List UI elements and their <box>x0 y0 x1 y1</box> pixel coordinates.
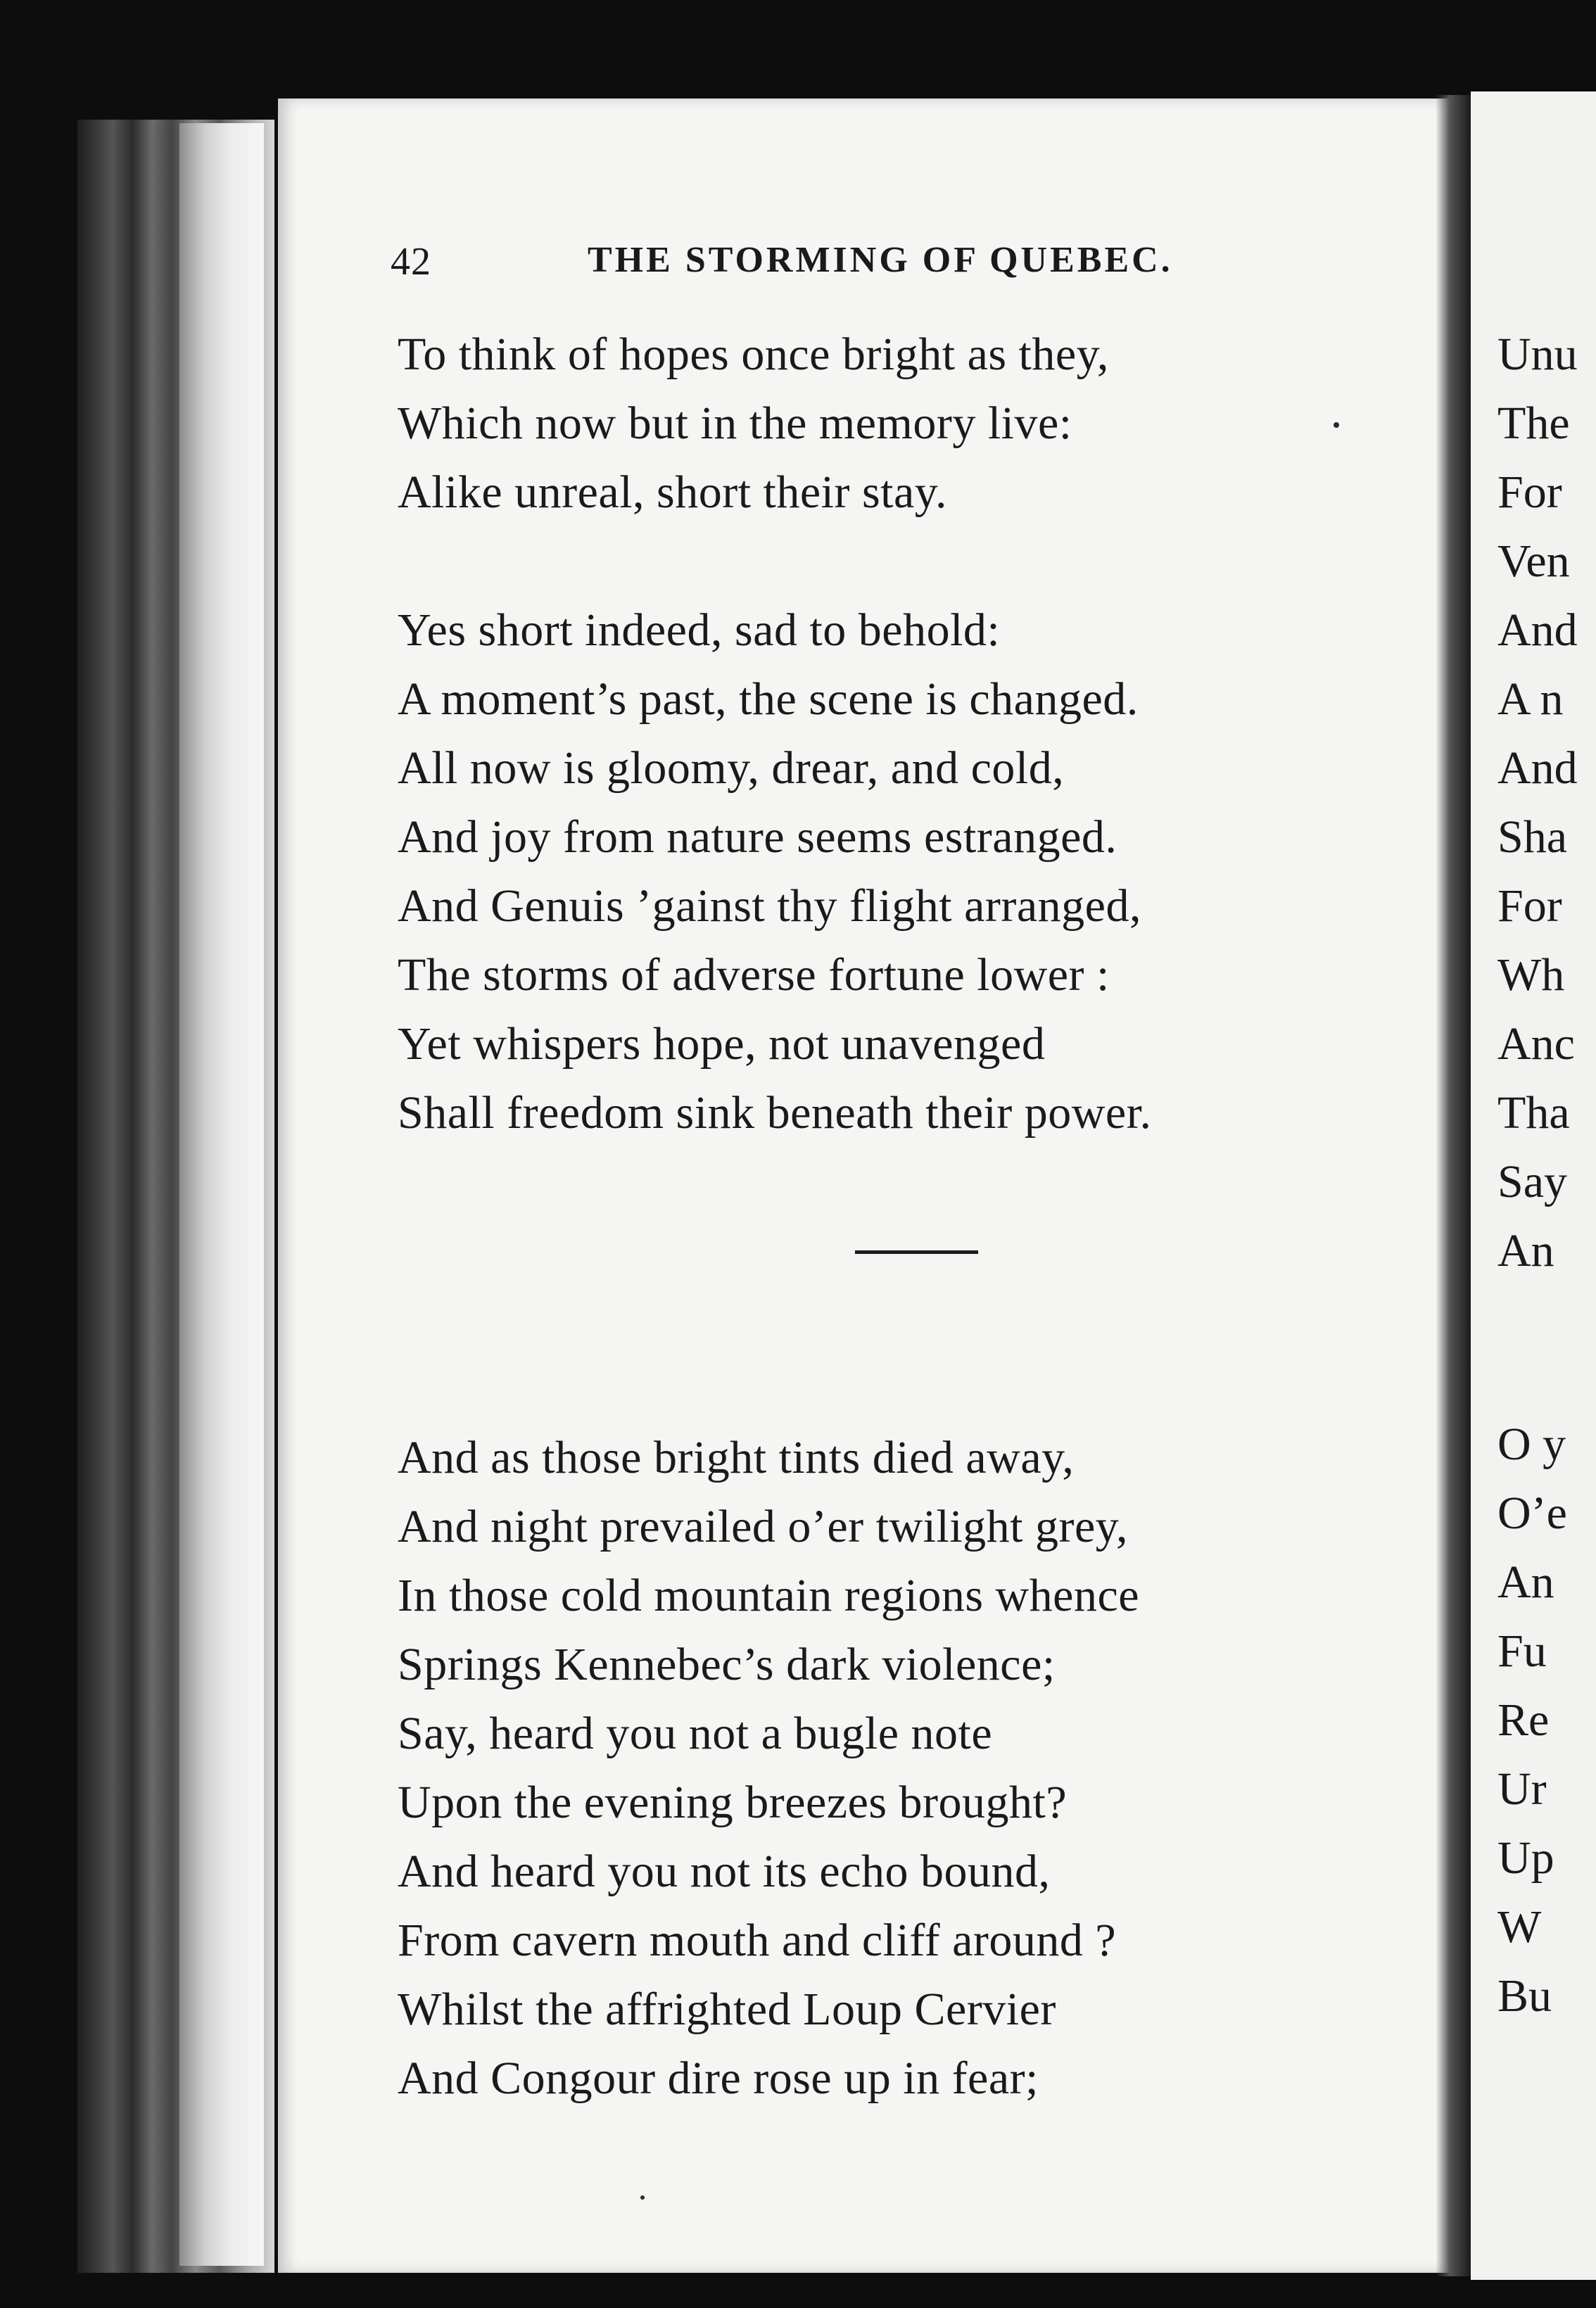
facing-line-fragment: O y <box>1497 1419 1566 1470</box>
facing-line-fragment: For <box>1497 467 1562 518</box>
poem-body <box>398 320 1418 2113</box>
gutter-shadow <box>1436 95 1471 2276</box>
poem-line: The storms of adverse fortune lower : <box>398 949 1110 1001</box>
facing-line-fragment: An <box>1497 1556 1554 1608</box>
facing-line-fragment: And <box>1497 604 1578 656</box>
facing-line-fragment: Sha <box>1497 811 1567 863</box>
section-divider-rule <box>855 1250 978 1254</box>
facing-line-fragment: Tha <box>1497 1087 1570 1139</box>
running-title: THE STORMING OF QUEBEC. <box>588 240 1173 280</box>
ink-speck <box>640 2195 645 2200</box>
facing-line-fragment: For <box>1497 880 1562 932</box>
poem-line: Shall freedom sink beneath their power. <box>398 1087 1152 1139</box>
poem-line: And joy from nature seems estranged. <box>398 811 1117 863</box>
facing-line-fragment: Anc <box>1497 1018 1575 1070</box>
poem-line: In those cold mountain regions whence <box>398 1570 1140 1621</box>
facing-line-fragment: Say <box>1497 1156 1567 1207</box>
facing-line-fragment: The <box>1497 398 1570 449</box>
poem-line: To think of hopes once bright as they, <box>398 329 1109 380</box>
facing-line-fragment: Up <box>1497 1832 1554 1884</box>
facing-line-fragment: Unu <box>1497 329 1578 380</box>
poem-line: Whilst the affrighted Loup Cervier <box>398 1984 1056 2035</box>
poem-line: From cavern mouth and cliff around ? <box>398 1915 1117 1966</box>
poem-line: Which now but in the memory live: <box>398 398 1072 449</box>
poem-line: And heard you not its echo bound, <box>398 1846 1051 1897</box>
poem-line: A moment’s past, the scene is changed. <box>398 673 1139 725</box>
poem-line: And as those bright tints died away, <box>398 1432 1075 1483</box>
facing-line-fragment: Re <box>1497 1694 1550 1746</box>
poem-line: Say, heard you not a bugle note <box>398 1708 993 1759</box>
facing-line-fragment: Ven <box>1497 535 1570 587</box>
facing-line-fragment: W <box>1497 1901 1542 1953</box>
poem-line: Yet whispers hope, not unavenged <box>398 1018 1046 1070</box>
poem-line: All now is gloomy, drear, and cold, <box>398 742 1065 794</box>
stanza-2 <box>398 596 1418 1148</box>
poem-line: Springs Kennebec’s dark violence; <box>398 1639 1056 1690</box>
poem-line: Yes short indeed, sad to behold: <box>398 604 1001 656</box>
ink-speck <box>1334 422 1339 428</box>
facing-line-fragment: An <box>1497 1225 1554 1276</box>
stanza-1 <box>398 320 1418 527</box>
facing-line-fragment: Wh <box>1497 949 1565 1001</box>
poem-line: And Congour dire rose up in fear; <box>398 2053 1039 2104</box>
facing-line-fragment: Bu <box>1497 1970 1552 2022</box>
poem-line: And Genuis ’gainst thy flight arranged, <box>398 880 1141 932</box>
running-head <box>391 239 1235 296</box>
poem-line: And night prevailed o’er twilight grey, <box>398 1501 1128 1552</box>
facing-line-fragment: Fu <box>1497 1625 1547 1677</box>
facing-line-fragment: Ur <box>1497 1763 1547 1815</box>
stanza-3 <box>398 1424 1418 2113</box>
facing-line-fragment: O’e <box>1497 1488 1567 1539</box>
page-number: 42 <box>391 240 431 284</box>
facing-line-fragment: And <box>1497 742 1578 794</box>
page-edge-highlight <box>179 123 264 2266</box>
facing-page-text <box>1497 320 1596 2031</box>
poem-line: Alike unreal, short their stay. <box>398 467 948 518</box>
facing-line-fragment: A n <box>1497 673 1564 725</box>
poem-line: Upon the evening breezes brought? <box>398 1777 1068 1828</box>
